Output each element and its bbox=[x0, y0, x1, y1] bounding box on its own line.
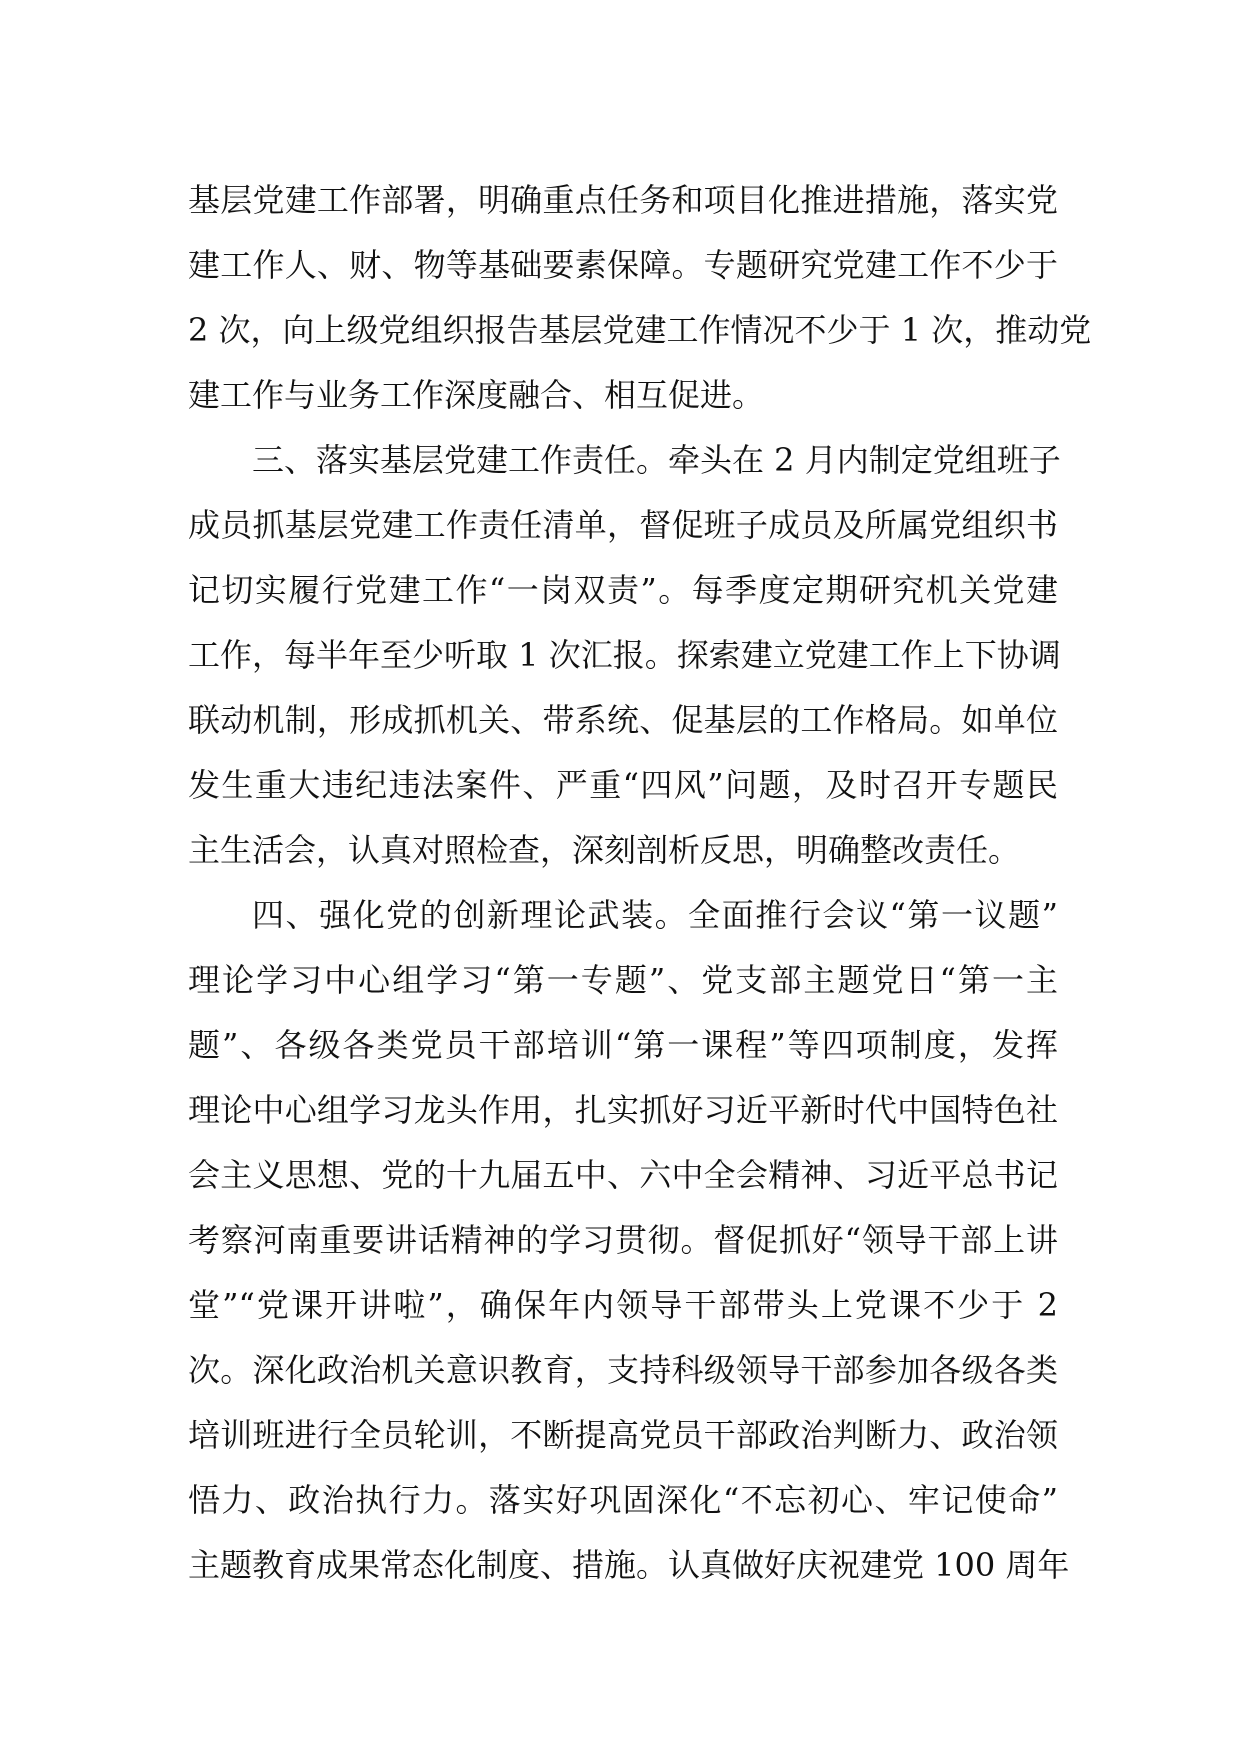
text-line: 悟力、政治执行力。落实好巩固深化“不忘初心、牢记使命” bbox=[188, 1481, 1058, 1519]
text-line: 建工作人、财、物等基础要素保障。专题研究党建工作不少于 bbox=[188, 246, 1058, 284]
text-line: 工作，每半年至少听取 1 次汇报。探索建立党建工作上下协调 bbox=[188, 636, 1061, 674]
text-line: 次。深化政治机关意识教育，支持科级领导干部参加各级各类 bbox=[188, 1351, 1058, 1389]
text-line: 考察河南重要讲话精神的学习贯彻。督促抓好“领导干部上讲 bbox=[188, 1221, 1058, 1259]
text-line: 2 次，向上级党组织报告基层党建工作情况不少于 1 次，推动党 bbox=[188, 311, 1092, 349]
text-line: 培训班进行全员轮训，不断提高党员干部政治判断力、政治领 bbox=[188, 1416, 1058, 1454]
text-line: 题”、各级各类党员干部培训“第一课程”等四项制度，发挥 bbox=[188, 1026, 1058, 1064]
section-heading-line: 三、落实基层党建工作责任。牵头在 2 月内制定党组班子 bbox=[252, 441, 1061, 479]
section-heading-line: 四、强化党的创新理论武装。全面推行会议“第一议题” bbox=[252, 896, 1058, 934]
text-line: 建工作与业务工作深度融合、相互促进。 bbox=[188, 376, 765, 414]
text-line: 理论学习中心组学习“第一专题”、党支部主题党日“第一主 bbox=[188, 961, 1058, 999]
text-line: 联动机制，形成抓机关、带系统、促基层的工作格局。如单位 bbox=[188, 701, 1058, 739]
text-line: 堂”“党课开讲啦”，确保年内领导干部带头上党课不少于 2 bbox=[188, 1286, 1058, 1324]
text-line: 理论中心组学习龙头作用，扎实抓好习近平新时代中国特色社 bbox=[188, 1091, 1058, 1129]
document-body bbox=[188, 168, 1092, 1598]
text-line: 主生活会，认真对照检查，深刻剖析反思，明确整改责任。 bbox=[188, 831, 1021, 869]
text-line: 会主义思想、党的十九届五中、六中全会精神、习近平总书记 bbox=[188, 1156, 1058, 1194]
text-line: 成员抓基层党建工作责任清单，督促班子成员及所属党组织书 bbox=[188, 506, 1058, 544]
text-line: 主题教育成果常态化制度、措施。认真做好庆祝建党 100 周年 bbox=[188, 1546, 1070, 1584]
text-line: 记切实履行党建工作“一岗双责”。每季度定期研究机关党建 bbox=[188, 571, 1058, 609]
text-line: 发生重大违纪违法案件、严重“四风”问题，及时召开专题民 bbox=[188, 766, 1058, 804]
text-line: 基层党建工作部署，明确重点任务和项目化推进措施，落实党 bbox=[188, 181, 1058, 219]
